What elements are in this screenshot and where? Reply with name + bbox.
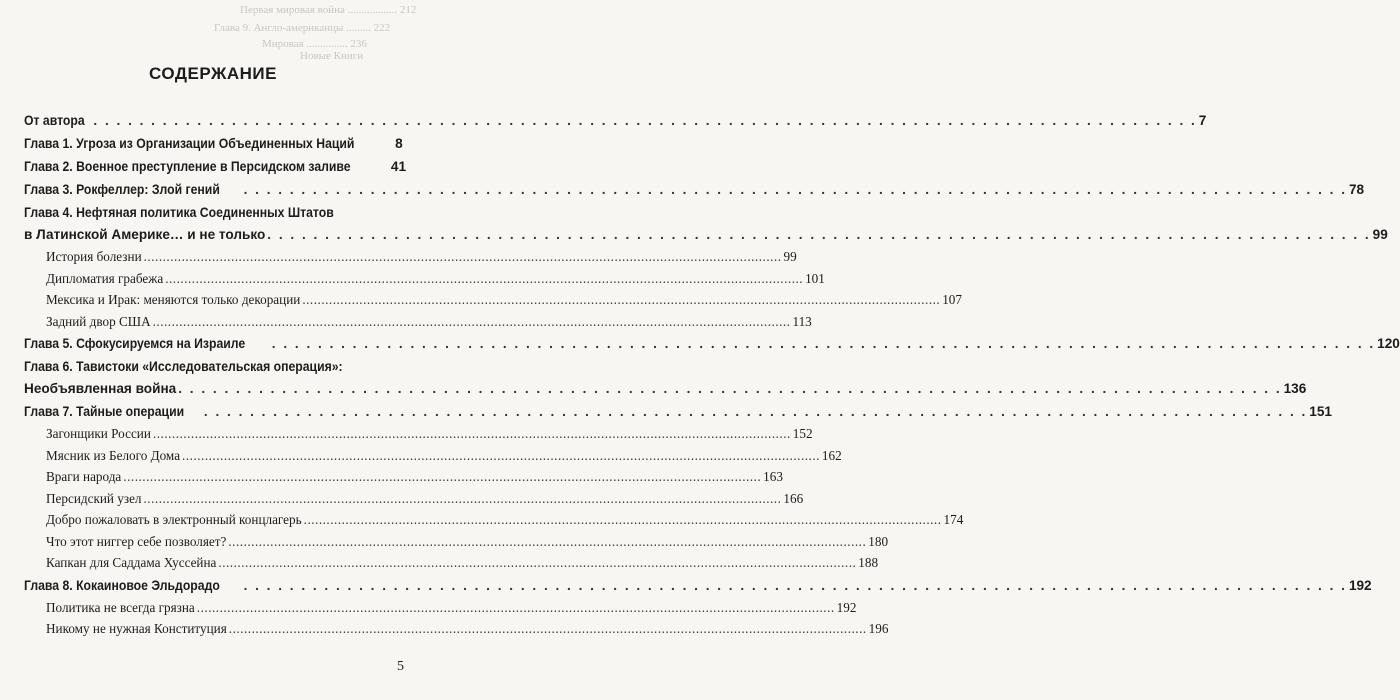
toc-entry-label: Глава 1. Угроза из Организации Объединенных Наций xyxy=(24,136,355,151)
toc-leader-dots xyxy=(302,289,940,311)
toc-entry-page: 41 xyxy=(390,159,407,174)
toc-entry xyxy=(24,378,1307,400)
toc-entry xyxy=(24,400,1332,423)
toc-leader-dots xyxy=(144,246,782,268)
toc-entry-label: Персидский узел xyxy=(46,490,142,506)
bleed-line: Мировая ............... 236 xyxy=(262,38,367,50)
toc-entry-label: в Латинской Америке… и не только xyxy=(24,227,266,242)
toc-entry xyxy=(24,201,402,224)
toc-leader-dots xyxy=(244,574,1347,597)
toc-leader-dots xyxy=(153,423,791,445)
toc-entry xyxy=(24,423,813,445)
toc-entry-page: 192 xyxy=(836,599,857,615)
toc-entry-label: Необъявленная война xyxy=(24,381,177,396)
toc-entry-label: Добро пожаловать в электронный концлагерь xyxy=(46,512,302,527)
page-number: 5 xyxy=(397,659,404,674)
page-title: СОДЕРЖАНИЕ xyxy=(149,64,277,83)
bleed-line: Первая мировая война .................. 212 xyxy=(240,4,417,16)
toc-leader-dots xyxy=(267,224,1370,246)
toc-entry-page: 136 xyxy=(1283,381,1307,396)
toc-entry-page: 78 xyxy=(1348,182,1365,197)
toc-entry-page: 8 xyxy=(395,136,403,151)
toc-entry-label: Никому не нужная Конституция xyxy=(46,621,227,636)
toc-entry-label: Глава 6. Тавистоки «Исследовательская операция»: xyxy=(24,359,343,374)
toc-entry-page: 196 xyxy=(868,621,889,636)
toc-entry-label: Загонщики России xyxy=(46,426,151,441)
toc-entry xyxy=(24,155,407,178)
toc-entry xyxy=(24,268,825,290)
toc-entry-page: 152 xyxy=(792,426,813,441)
toc-entry-label: Политика не всегда грязна xyxy=(46,599,195,615)
toc-entry-page: 180 xyxy=(868,533,889,549)
toc-entry xyxy=(24,574,1372,597)
toc-leader-dots xyxy=(304,509,942,531)
toc-entry-label: От автора xyxy=(24,113,85,128)
toc-entry-label: Мясник из Белого Дома xyxy=(46,447,181,463)
toc-entry xyxy=(24,597,857,619)
toc-entry xyxy=(24,552,879,574)
toc-entry-label: Глава 8. Кокаиновое Эльдорадо xyxy=(24,577,220,593)
toc-entry xyxy=(24,178,1365,201)
toc-entry xyxy=(24,246,797,268)
toc-entry-label: Задний двор США xyxy=(46,313,151,329)
toc-entry xyxy=(24,132,402,155)
toc-entry-label: Глава 4. Нефтяная политика Соединенных Штатов xyxy=(24,205,334,220)
toc-entry-label: Враги народа xyxy=(46,469,122,484)
toc-leader-dots xyxy=(197,597,835,619)
toc-entry xyxy=(24,509,964,531)
toc-entry-label: Глава 5. Сфокусируемся на Израиле xyxy=(24,336,246,351)
toc-leader-dots xyxy=(229,618,867,640)
toc-entry-page: 151 xyxy=(1309,404,1332,419)
toc-entry-label: Глава 2. Военное преступление в Персидском заливе xyxy=(24,159,351,174)
toc-leader-dots xyxy=(272,332,1375,355)
toc-entry-page: 192 xyxy=(1348,577,1372,593)
toc-entry-page: 120 xyxy=(1377,336,1400,351)
toc-entry-label: Глава 3. Рокфеллер: Злой гений xyxy=(24,182,220,197)
toc-leader-dots xyxy=(123,466,761,488)
toc-entry-page: 101 xyxy=(805,270,825,286)
toc-leader-dots xyxy=(93,109,1196,132)
toc-leader-dots xyxy=(218,552,856,574)
toc-leader-dots xyxy=(204,400,1307,423)
toc-entry xyxy=(24,466,783,488)
toc-leader-dots xyxy=(144,488,782,510)
toc-entry-page: 162 xyxy=(821,447,842,463)
toc-entry-label: Мексика и Ирак: меняются только декорации xyxy=(46,292,301,307)
bleed-line: Глава 9. Англо-американцы ......... 222 xyxy=(214,22,391,34)
toc-entry-page: 188 xyxy=(858,555,879,570)
toc-entry-page: 166 xyxy=(783,490,804,506)
toc-entry xyxy=(24,109,1207,132)
toc-entry-page: 99 xyxy=(783,249,797,264)
toc-entry xyxy=(24,445,842,467)
toc-entry-page: 99 xyxy=(1372,227,1388,242)
toc-entry-label: Что этот ниггер себе позволяет? xyxy=(46,533,227,549)
toc-entry xyxy=(24,531,889,553)
toc-entry-label: Капкан для Саддама Хуссейна xyxy=(46,555,217,570)
toc-entry xyxy=(24,224,1388,246)
table-of-contents xyxy=(24,109,1400,640)
toc-entry xyxy=(24,488,804,510)
toc-entry xyxy=(24,332,1400,355)
bleed-line: Новые Книги xyxy=(300,50,364,62)
toc-entry-page: 163 xyxy=(763,469,783,484)
bleed-through-text xyxy=(0,0,426,60)
toc-leader-dots xyxy=(153,311,791,333)
toc-entry xyxy=(24,311,812,333)
toc-entry-page: 107 xyxy=(942,292,962,307)
toc-entry-label: Дипломатия грабежа xyxy=(46,270,164,286)
toc-entry xyxy=(24,618,889,640)
toc-leader-dots xyxy=(165,268,803,290)
toc-entry-label: История болезни xyxy=(46,249,142,264)
toc-entry xyxy=(24,289,962,311)
toc-leader-dots xyxy=(244,178,1347,201)
toc-entry-page: 113 xyxy=(792,313,812,329)
toc-entry-page: 174 xyxy=(943,512,964,527)
toc-leader-dots xyxy=(228,531,866,553)
toc-entry-label: Глава 7. Тайные операции xyxy=(24,404,185,419)
toc-leader-dots xyxy=(182,445,820,467)
toc-entry xyxy=(24,355,402,378)
toc-entry-page: 7 xyxy=(1198,113,1207,128)
toc-leader-dots xyxy=(178,378,1281,400)
